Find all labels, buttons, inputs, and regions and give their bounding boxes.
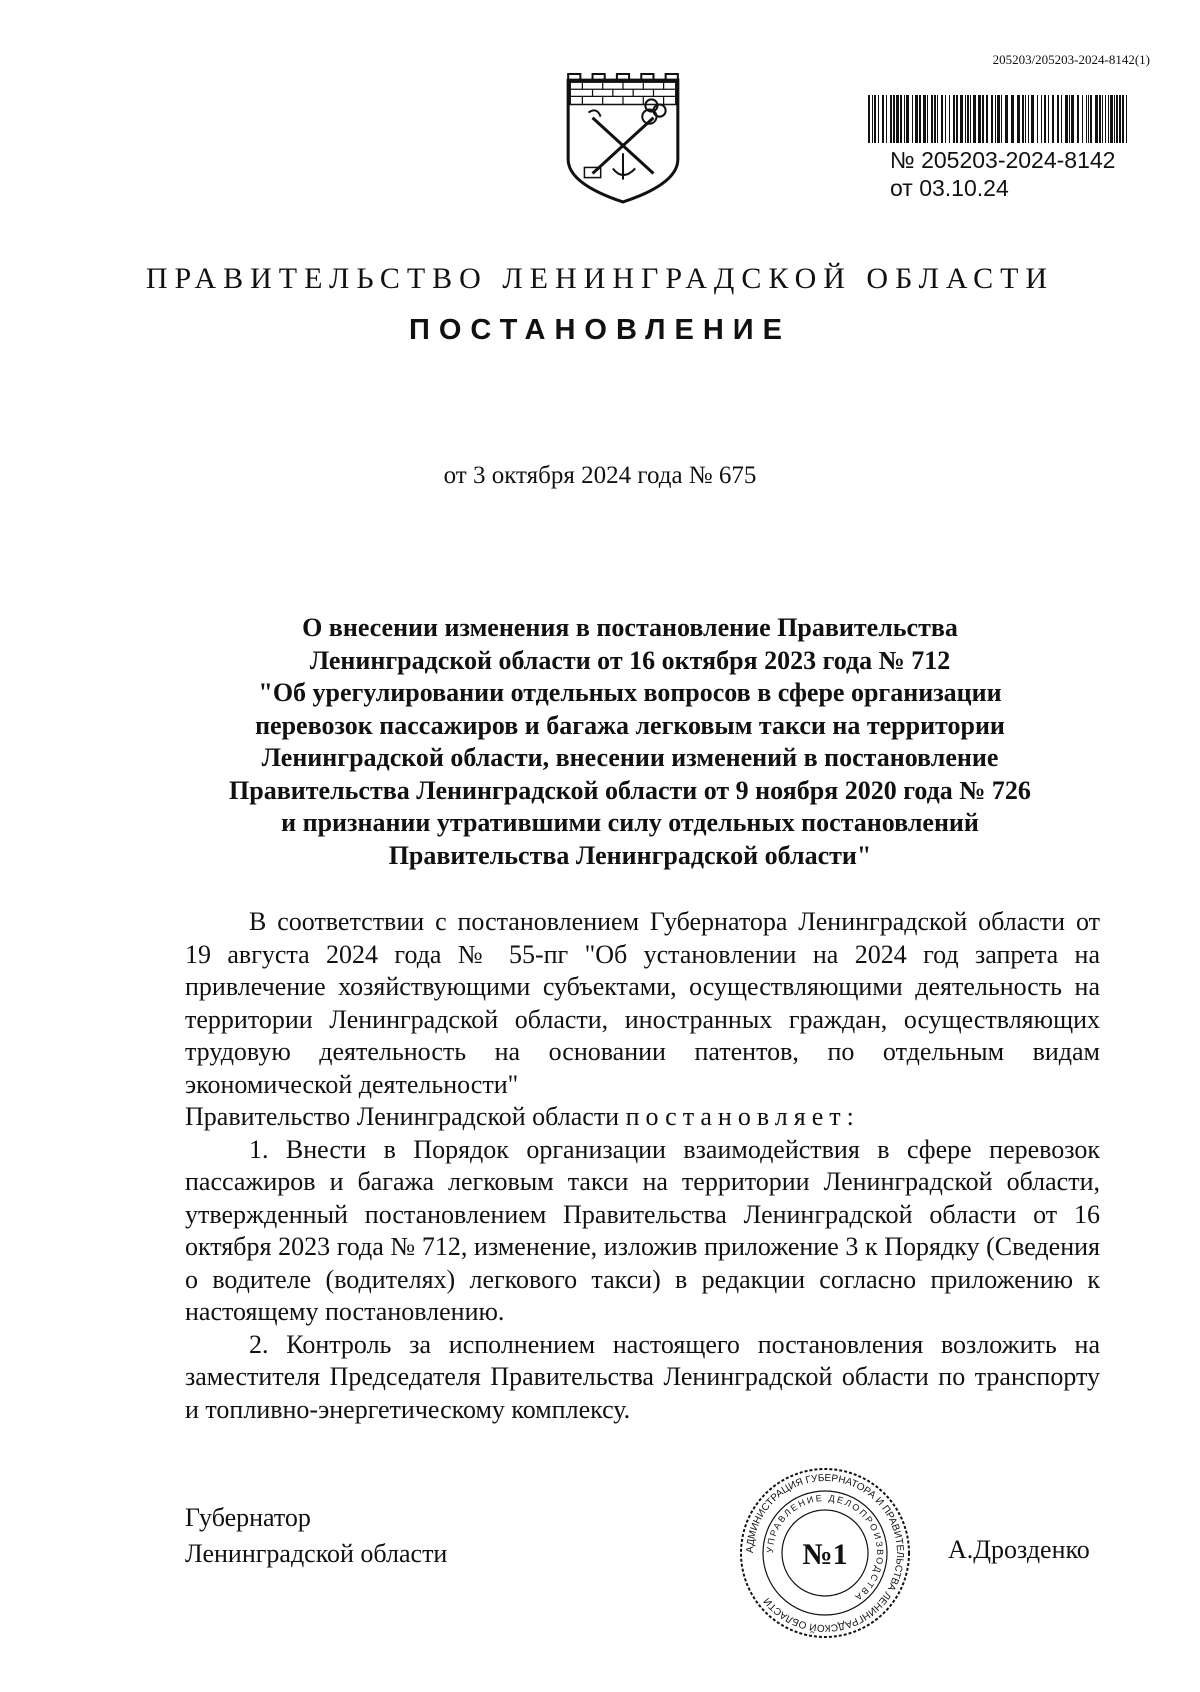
barcode-bar bbox=[1095, 95, 1098, 143]
barcode-bar bbox=[973, 95, 976, 143]
barcode-bar bbox=[934, 95, 936, 143]
barcode-bar bbox=[956, 95, 958, 143]
barcode-bar bbox=[886, 95, 887, 143]
title-line: Правительства Ленинградской области от 9 ноября 2020 года № 726 bbox=[229, 775, 1031, 805]
barcode-bar bbox=[906, 95, 909, 143]
title-line: и признании утратившими силу отдельных постановлений bbox=[281, 808, 979, 837]
barcode-bar bbox=[882, 95, 884, 143]
barcode-bar bbox=[953, 95, 955, 143]
barcode-bar bbox=[900, 95, 902, 143]
title-line: Ленинградской области от 16 октября 2023 года № 712 bbox=[309, 645, 951, 675]
preamble-paragraph: В соответствии с постановлением Губернатора Ленинградской области от 19 августа 2024 года № 55-пг "Об установлении на 2024 год запрета на привлечение хозяйствующими субъектами, осуществляющими деятельность на территории Ленинградской области, иностранных граждан, осуществляющих трудовую деятельность на основании патентов, по отдельным видам экономической деятельности" bbox=[185, 907, 1100, 1099]
item-2-paragraph: 2. Контроль за исполнением настоящего постановления возложить на заместителя Председателя Правительства Ленинградской области по транспорту и топливно-энергетическому комплексу. bbox=[185, 1329, 1100, 1424]
barcode-bar bbox=[1001, 95, 1002, 143]
barcode-bar bbox=[967, 95, 969, 143]
document-title bbox=[150, 612, 1110, 872]
barcode-bar bbox=[1108, 95, 1109, 143]
barcode-bar bbox=[1048, 95, 1049, 143]
barcode-bar bbox=[970, 95, 971, 143]
barcode-bar bbox=[1122, 95, 1124, 143]
barcode-bar bbox=[1082, 95, 1083, 143]
barcode-bar bbox=[1061, 95, 1062, 143]
resolution-subject: Правительство Ленинградской области bbox=[185, 1102, 620, 1131]
barcode-bar bbox=[1005, 95, 1008, 143]
barcode-bar bbox=[1028, 95, 1029, 143]
barcode-bar bbox=[890, 95, 892, 143]
barcode-bar bbox=[919, 95, 921, 143]
signatory-region: Ленинградской области bbox=[185, 1539, 448, 1568]
barcode-bar bbox=[1102, 95, 1103, 143]
title-line: перевозок пассажиров и багажа легковым такси на территории bbox=[255, 710, 1005, 740]
title-line: Ленинградской области, внесении изменений в постановление bbox=[261, 743, 999, 772]
issuing-authority: ПРАВИТЕЛЬСТВО ЛЕНИНГРАДСКОЙ ОБЛАСТИ bbox=[145, 262, 1055, 295]
barcode-bar bbox=[1105, 95, 1106, 143]
barcode-bar bbox=[978, 95, 981, 143]
document-date-line: от 3 октября 2024 года № 675 bbox=[443, 462, 757, 489]
seal-inner-text: УПРАВЛЕНИЕ ДЕЛОПРОИЗВОДСТВА bbox=[764, 1492, 886, 1604]
barcode-bar bbox=[982, 95, 984, 143]
seal-outer-text: АДМИНИСТРАЦИЯ ГУБЕРНАТОРА И ПРАВИТЕЛЬСТВА ЛЕНИНГРАДСКОЙ ОБЛАСТИ bbox=[744, 1472, 906, 1634]
official-seal-stamp bbox=[738, 1466, 912, 1640]
barcode-bar bbox=[1017, 95, 1020, 143]
registration-block bbox=[890, 146, 1115, 202]
item-1-paragraph: 1. Внести в Порядок организации взаимодействия в сфере перевозок пассажиров и багажа легковым такси на территории Ленинградской области, утвержденный постановлением Правительства Ленинградской области от 16 октября 2023 года № 712, изменение, изложив приложение 3 к Порядку (Сведения о водителе (водителях) легкового такси) в редакции согласно приложению к настоящему постановлению. bbox=[185, 1134, 1100, 1326]
barcode-bar bbox=[949, 95, 950, 143]
barcode-bar bbox=[937, 95, 938, 143]
barcode-bar bbox=[960, 95, 963, 143]
barcode-bar bbox=[965, 95, 966, 143]
barcode-bar bbox=[997, 95, 1000, 143]
barcode-bar bbox=[1011, 95, 1014, 143]
registration-number: № 205203-2024-8142 bbox=[890, 147, 1116, 173]
title-line: О внесении изменения в постановление Правительства bbox=[302, 613, 958, 642]
title-line: Правительства Ленинградской области" bbox=[388, 840, 872, 870]
barcode-bar bbox=[1037, 95, 1038, 143]
barcode-bar bbox=[941, 95, 943, 143]
resolution-verb: постановляет: bbox=[625, 1102, 860, 1131]
signatory-name: А.Дрозденко bbox=[948, 1535, 1090, 1564]
barcode-bar bbox=[1052, 95, 1054, 143]
signatory-title: Губернатор bbox=[185, 1503, 311, 1532]
signatory-position bbox=[185, 1500, 447, 1572]
barcode bbox=[868, 95, 1130, 143]
barcode-bar bbox=[896, 95, 899, 143]
barcode-bar bbox=[912, 95, 913, 143]
barcode-bar bbox=[1090, 95, 1092, 143]
barcode-bar bbox=[1116, 95, 1118, 143]
seal-center-number: №1 bbox=[802, 1538, 848, 1571]
document-type-heading: ПОСТАНОВЛЕНИЕ bbox=[409, 314, 791, 346]
barcode-bar bbox=[1069, 95, 1070, 143]
barcode-bar bbox=[893, 95, 895, 143]
barcode-bar bbox=[986, 95, 988, 143]
barcode-bar bbox=[1119, 95, 1121, 143]
barcode-bar bbox=[1114, 95, 1115, 143]
barcode-bar bbox=[915, 95, 918, 143]
barcode-bar bbox=[1065, 95, 1068, 143]
barcode-bar bbox=[1077, 95, 1079, 143]
registration-date: от 03.10.24 bbox=[890, 175, 1009, 201]
coat-of-arms-emblem bbox=[562, 72, 684, 204]
barcode-bar bbox=[872, 95, 873, 143]
document-body bbox=[185, 906, 1100, 1426]
resolution-line bbox=[185, 1101, 1100, 1134]
barcode-bar bbox=[868, 95, 870, 143]
barcode-bar bbox=[1088, 95, 1089, 143]
document-reference-code: 205203/205203-2024-8142(1) bbox=[992, 52, 1150, 67]
barcode-bar bbox=[1126, 95, 1127, 143]
barcode-bar bbox=[1086, 95, 1087, 143]
barcode-bar bbox=[931, 95, 933, 143]
barcode-bar bbox=[945, 95, 946, 143]
barcode-bar bbox=[991, 95, 993, 143]
barcode-bar bbox=[1071, 95, 1074, 143]
barcode-bar bbox=[1041, 95, 1042, 143]
barcode-bar bbox=[1022, 95, 1024, 143]
barcode-bar bbox=[995, 95, 996, 143]
barcode-bar bbox=[923, 95, 926, 143]
barcode-bar bbox=[1031, 95, 1034, 143]
barcode-bar bbox=[1099, 95, 1101, 143]
barcode-bar bbox=[874, 95, 876, 143]
title-line: "Об урегулировании отдельных вопросов в сфере организации bbox=[258, 678, 1002, 707]
barcode-bar bbox=[1110, 95, 1113, 143]
barcode-bar bbox=[878, 95, 879, 143]
barcode-bar bbox=[1025, 95, 1026, 143]
barcode-bar bbox=[1057, 95, 1059, 143]
barcode-bar bbox=[927, 95, 928, 143]
barcode-bar bbox=[1044, 95, 1046, 143]
barcode-bar bbox=[904, 95, 905, 143]
